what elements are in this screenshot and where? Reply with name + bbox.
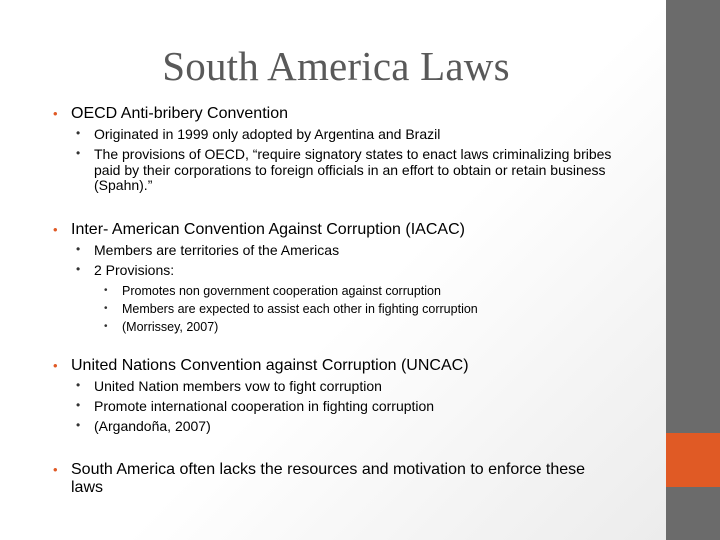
bullet-dot: •	[76, 378, 81, 392]
bullet-text: (Morrissey, 2007)	[122, 320, 219, 334]
sub-sub-bullet	[104, 320, 604, 334]
bullet-iacac	[53, 221, 613, 239]
bullet-dot: •	[53, 222, 58, 237]
bullet-dot: •	[104, 285, 108, 296]
bullet-dot: •	[53, 106, 58, 121]
bullet-dot: •	[76, 398, 81, 412]
bullet-dot: •	[104, 321, 108, 332]
bullet-dot: •	[53, 358, 58, 373]
sub-bullet	[76, 127, 636, 143]
sub-bullet	[76, 147, 636, 194]
bullet-dot: •	[76, 242, 81, 256]
sub-bullet	[76, 399, 636, 415]
bullet-dot: •	[53, 462, 58, 477]
bullet-text: Members are expected to assist each other in fighting corruption	[122, 302, 478, 316]
sub-bullet	[76, 419, 636, 435]
bullet-text: Inter- American Convention Against Corruption (IACAC)	[71, 221, 465, 238]
bullet-south-america	[53, 461, 613, 497]
bullet-text: South America often lacks the resources and motivation to enforce these laws	[71, 461, 586, 496]
sub-sub-bullet	[104, 302, 604, 316]
bullet-text: United Nation members vow to fight corruption	[94, 378, 382, 394]
bullet-dot: •	[76, 146, 81, 160]
bullet-text: 2 Provisions:	[94, 262, 175, 278]
bullet-dot: •	[104, 303, 108, 314]
slide-title: South America Laws	[162, 43, 510, 89]
bullet-oecd	[53, 105, 613, 123]
sub-sub-bullet	[104, 284, 604, 298]
bullet-text: OECD Anti-bribery Convention	[71, 105, 288, 122]
accent-block	[666, 433, 720, 487]
bullet-text: United Nations Convention against Corruption (UNCAC)	[71, 357, 469, 374]
bullet-text: Promotes non government cooperation against corruption	[122, 284, 441, 298]
bullet-uncac	[53, 357, 613, 375]
bullet-text: Promote international cooperation in fighting corruption	[94, 398, 435, 414]
bullet-text: The provisions of OECD, “require signatory states to enact laws criminalizing bribes paid by their corporations to foreign officials in an effort to obtain or retain business (Spahn).”	[94, 146, 612, 194]
bullet-text: Members are territories of the Americas	[94, 242, 340, 258]
bullet-dot: •	[76, 262, 81, 276]
sub-bullet	[76, 243, 636, 259]
bullet-dot: •	[76, 126, 81, 140]
sub-bullet	[76, 379, 636, 395]
bullet-text: Originated in 1999 only adopted by Argentina and Brazil	[94, 126, 441, 142]
bullet-dot: •	[76, 418, 81, 432]
bullet-text: (Argandoña, 2007)	[94, 418, 211, 434]
sub-bullet	[76, 263, 636, 279]
